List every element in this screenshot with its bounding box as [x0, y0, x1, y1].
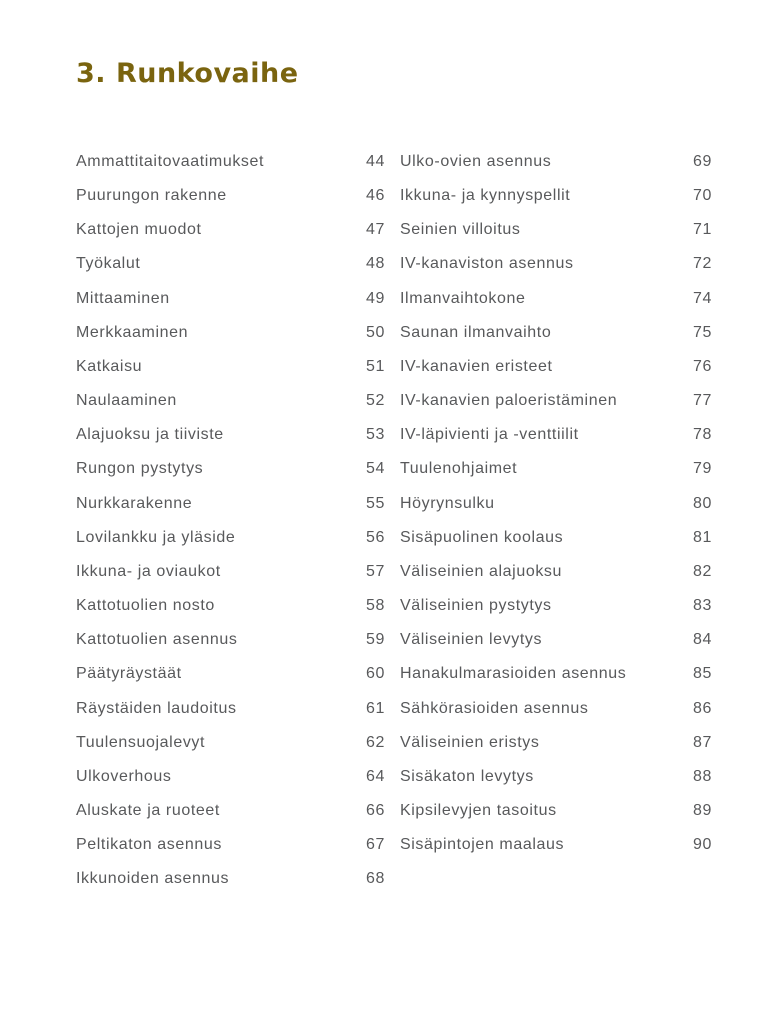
toc-row — [76, 213, 385, 247]
toc-entry-page-number: 75 — [693, 323, 712, 341]
toc-row — [400, 145, 712, 179]
toc-entry-page-number: 60 — [366, 665, 385, 683]
toc-row — [400, 828, 712, 862]
toc-row — [400, 794, 712, 828]
toc-entry-page-number: 61 — [366, 699, 385, 717]
toc-entry-label: Rungon pystytys — [76, 460, 204, 478]
toc-row — [76, 179, 385, 213]
toc-entry-page-number: 50 — [366, 323, 385, 341]
page-title: 3. Runkovaihe — [76, 58, 299, 89]
toc-entry-page-number: 77 — [693, 392, 712, 410]
toc-row — [400, 384, 712, 418]
toc-row — [76, 452, 385, 486]
toc-row — [400, 452, 712, 486]
toc-row — [400, 521, 712, 555]
toc-entry-label: Katkaisu — [76, 357, 143, 375]
toc-entry-page-number: 88 — [693, 767, 712, 785]
toc-entry-label: Aluskate ja ruoteet — [76, 801, 220, 819]
toc-row — [400, 247, 712, 281]
toc-column-left — [76, 145, 385, 896]
toc-row — [76, 828, 385, 862]
toc-entry-page-number: 89 — [693, 801, 712, 819]
toc-row — [400, 623, 712, 657]
toc-entry-label: Nurkkarakenne — [76, 494, 193, 512]
toc-row — [400, 282, 712, 316]
toc-column-right — [400, 145, 712, 862]
toc-entry-label: IV-kanavien eristeet — [400, 357, 553, 375]
toc-entry-label: Ikkuna- ja kynnyspellit — [400, 187, 571, 205]
toc-row — [400, 726, 712, 760]
toc-entry-label: IV-kanaviston asennus — [400, 255, 574, 273]
toc-entry-label: Sisäpuolinen koolaus — [400, 528, 564, 546]
toc-entry-label: Väliseinien levytys — [400, 631, 543, 649]
toc-entry-page-number: 82 — [693, 562, 712, 580]
toc-row — [400, 213, 712, 247]
toc-entry-label: Alajuoksu ja tiiviste — [76, 426, 224, 444]
toc-entry-label: Päätyräystäät — [76, 665, 182, 683]
toc-entry-page-number: 54 — [366, 460, 385, 478]
toc-entry-page-number: 78 — [693, 426, 712, 444]
toc-row — [400, 350, 712, 384]
toc-row — [76, 726, 385, 760]
toc-row — [76, 316, 385, 350]
toc-entry-label: Höyrynsulku — [400, 494, 495, 512]
toc-entry-label: Lovilankku ja yläside — [76, 528, 236, 546]
toc-row — [400, 555, 712, 589]
toc-entry-page-number: 80 — [693, 494, 712, 512]
toc-entry-label: Sisäkaton levytys — [400, 767, 534, 785]
toc-entry-label: Peltikaton asennus — [76, 836, 223, 854]
toc-row — [76, 521, 385, 555]
toc-entry-label: Merkkaaminen — [76, 323, 189, 341]
toc-entry-label: Sähkörasioiden asennus — [400, 699, 589, 717]
toc-entry-page-number: 46 — [366, 187, 385, 205]
toc-row — [76, 145, 385, 179]
toc-entry-label: Kattotuolien asennus — [76, 631, 238, 649]
toc-entry-label: Hanakulmarasioiden asennus — [400, 665, 627, 683]
toc-row — [76, 350, 385, 384]
toc-row — [400, 760, 712, 794]
toc-entry-label: Seinien villoitus — [400, 221, 521, 239]
toc-entry-page-number: 64 — [366, 767, 385, 785]
toc-entry-page-number: 71 — [693, 221, 712, 239]
toc-entry-label: Puurungon rakenne — [76, 187, 227, 205]
toc-row — [76, 555, 385, 589]
toc-entry-page-number: 69 — [693, 153, 712, 170]
toc-entry-page-number: 84 — [693, 631, 712, 649]
toc-row — [400, 418, 712, 452]
toc-row — [76, 862, 385, 896]
toc-entry-label: Väliseinien pystytys — [400, 597, 552, 615]
toc-entry-label: Saunan ilmanvaihto — [400, 323, 552, 341]
toc-row — [76, 384, 385, 418]
toc-entry-label: Mittaaminen — [76, 289, 170, 307]
toc-entry-page-number: 59 — [366, 631, 385, 649]
toc-entry-page-number: 86 — [693, 699, 712, 717]
toc-entry-page-number: 90 — [693, 836, 712, 854]
toc-row — [400, 179, 712, 213]
toc-entry-page-number: 55 — [366, 494, 385, 512]
toc-entry-page-number: 52 — [366, 392, 385, 410]
toc-entry-label: Ulko-ovien asennus — [400, 153, 552, 170]
toc-entry-label: Kattotuolien nosto — [76, 597, 215, 615]
toc-entry-page-number: 53 — [366, 426, 385, 444]
toc-entry-page-number: 74 — [693, 289, 712, 307]
toc-entry-label: Tuulenohjaimet — [400, 460, 518, 478]
toc-row — [400, 589, 712, 623]
toc-entry-label: Räystäiden laudoitus — [76, 699, 237, 717]
toc-entry-page-number: 49 — [366, 289, 385, 307]
toc-row — [400, 316, 712, 350]
toc-entry-label: Ikkuna- ja oviaukot — [76, 562, 221, 580]
toc-entry-page-number: 68 — [366, 870, 385, 888]
toc-row — [400, 657, 712, 691]
toc-entry-page-number: 44 — [366, 153, 385, 170]
toc-entry-page-number: 57 — [366, 562, 385, 580]
toc-entry-label: Naulaaminen — [76, 392, 177, 410]
toc-entry-label: Ilmanvaihtokone — [400, 289, 526, 307]
toc-row — [76, 418, 385, 452]
toc-entry-label: Ikkunoiden asennus — [76, 870, 230, 888]
toc-entry-page-number: 81 — [693, 528, 712, 546]
toc-entry-page-number: 48 — [366, 255, 385, 273]
toc-entry-label: Ulkoverhous — [76, 767, 172, 785]
toc-row — [76, 623, 385, 657]
toc-entry-label: Ammattitaitovaatimukset — [76, 153, 265, 170]
toc-entry-page-number: 62 — [366, 733, 385, 751]
toc-entry-label: IV-läpivienti ja -venttiilit — [400, 426, 579, 444]
toc-row — [76, 487, 385, 521]
toc-entry-page-number: 76 — [693, 357, 712, 375]
toc-entry-page-number: 58 — [366, 597, 385, 615]
toc-row — [76, 589, 385, 623]
toc-entry-page-number: 47 — [366, 221, 385, 239]
toc-entry-page-number: 56 — [366, 528, 385, 546]
toc-entry-page-number: 83 — [693, 597, 712, 615]
toc-row — [76, 760, 385, 794]
toc-entry-page-number: 66 — [366, 801, 385, 819]
toc-entry-page-number: 51 — [366, 357, 385, 375]
toc-entry-page-number: 85 — [693, 665, 712, 683]
toc-row — [76, 794, 385, 828]
toc-entry-page-number: 67 — [366, 836, 385, 854]
toc-row — [76, 657, 385, 691]
table-of-contents — [76, 145, 712, 896]
toc-entry-label: Väliseinien eristys — [400, 733, 540, 751]
toc-entry-page-number: 79 — [693, 460, 712, 478]
toc-entry-page-number: 87 — [693, 733, 712, 751]
toc-entry-label: Työkalut — [76, 255, 141, 273]
toc-row — [76, 692, 385, 726]
toc-row — [400, 692, 712, 726]
toc-entry-label: IV-kanavien paloeristäminen — [400, 392, 618, 410]
toc-entry-label: Kattojen muodot — [76, 221, 202, 239]
toc-entry-label: Kipsilevyjen tasoitus — [400, 801, 557, 819]
toc-entry-label: Väliseinien alajuoksu — [400, 562, 563, 580]
toc-row — [400, 487, 712, 521]
toc-entry-label: Sisäpintojen maalaus — [400, 836, 565, 854]
toc-entry-label: Tuulensuojalevyt — [76, 733, 206, 751]
toc-entry-page-number: 72 — [693, 255, 712, 273]
toc-entry-page-number: 70 — [693, 187, 712, 205]
toc-row — [76, 247, 385, 281]
toc-row — [76, 282, 385, 316]
